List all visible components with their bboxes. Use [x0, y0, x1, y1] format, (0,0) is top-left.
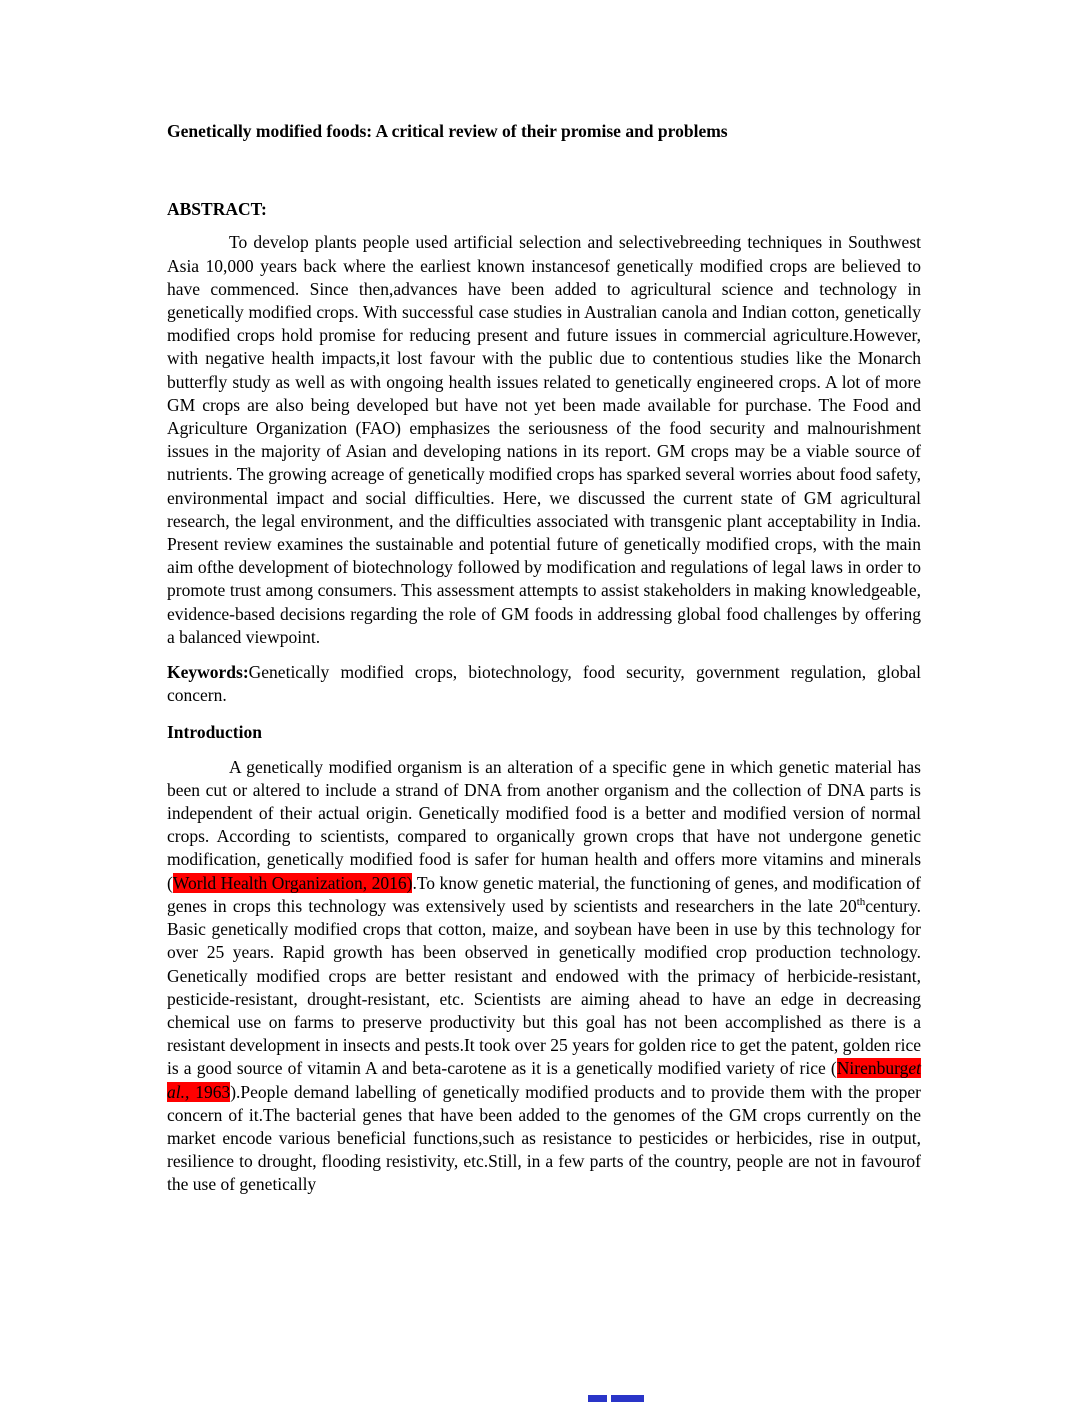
introduction-heading: Introduction: [167, 722, 262, 743]
keywords-label: Keywords:: [167, 662, 249, 683]
page-bottom-link-fragment[interactable]: [588, 1395, 644, 1402]
introduction-paragraph: [167, 756, 921, 1197]
citation-highlight-year: 1963: [189, 1081, 231, 1102]
ordinal-superscript: th: [856, 896, 866, 909]
citation-highlight-who: World Health Organization, 2016): [172, 872, 413, 893]
keywords-paragraph: [167, 661, 921, 707]
intro-text-segment: century. Basic genetically modified crops that cotton, maize, and soybean have been in use by this technology for over 25 years. Rapid growth has been observed in genetically modified crop production technology. Genetically modified crops are better resistant and endowed with the primacy of herbicide-resistant, pesticide-resistant, drought-resistant, etc. Scientists are aiming ahead to have an edge in decreasing chemical use on farms to preserve productivity but this goal has not been accomplished as there is a resistant development in insects and pests.It took over 25 years for golden rice to get the patent, golden rice is a good source of vitamin A and beta-carotene as it is a genetically modified variety of rice (: [167, 895, 921, 1079]
intro-text-segment: A genetically modified organism is an alteration of a specific gene in which genetic material has been cut or altered to include a strand of DNA from another organism and the collection of DNA parts is independent of their actual origin. Genetically modified food is a better and modified version of normal crops. According to scientists, compared to organically grown crops that have not undergone genetic modification, genetically modified food is safer for human health and offers more vitamins and minerals (: [167, 756, 921, 893]
intro-text-segment: .To know genetic material, the functioning of genes, and modification of genes in crops this technology was extensively used by scientists and researchers in the late 20: [167, 872, 921, 916]
citation-highlight-etal: et al.,: [167, 1058, 921, 1102]
paper-title: Genetically modified foods: A critical review of their promise and problems: [167, 121, 728, 141]
page-content: [167, 120, 921, 1197]
keywords-text: Genetically modified crops, biotechnology, food security, government regulation, global concern.: [167, 662, 921, 706]
intro-text-segment: ).People demand labelling of genetically modified products and to provide them with the proper concern of it.The bacterial genes that have been added to the genomes of the GM crops currently on the market encode various beneficial functions,such as resistance to pesticides or herbicides, rise in output, resilience to drought, flooding resistivity, etc.Still, in a few parts of the country, people are not in favourof the use of genetically: [167, 1081, 922, 1195]
abstract-paragraph: To develop plants people used artificial selection and selectivebreeding techniques in Southwest Asia 10,000 years back where the earliest known instancesof genetically modified crops are believed to have commenced. Since then,advances have been added to agricultural science and technology in genetically modified crops. With successful case studies in Australian canola and Indian cotton, genetically modified crops hold promise for reducing present and future issues in commercial agriculture.However, with negative health impacts,it lost favour with the public due to contentious studies like the Monarch butterfly study as well as with ongoing health issues related to genetically engineered crops. A lot of more GM crops are also being developed but have not yet been made available for purchase. The Food and Agriculture Organization (FAO) emphasizes the seriousness of the food security and malnourishment issues in the majority of Asian and developing nations in its report. GM crops may be a viable source of nutrients. The growing acreage of genetically modified crops has sparked several worries about food safety, environmental impact and social difficulties. Here, we discussed the current state of GM agricultural research, the legal environment, and the difficulties associated with transgenic plant acceptability in India. Present review examines the sustainable and potential future of genetically modified crops, with the main aim ofthe development of biotechnology followed by modification and regulations of legal laws in order to promote trust among consumers. This assessment attempts to assist stakeholders in making knowledgeable, evidence-based decisions regarding the role of GM foods in addressing global food challenges by offering a balanced viewpoint.: [167, 232, 921, 647]
abstract-heading: ABSTRACT:: [167, 199, 267, 220]
citation-highlight-nirenburg: Nirenburg: [836, 1058, 909, 1079]
